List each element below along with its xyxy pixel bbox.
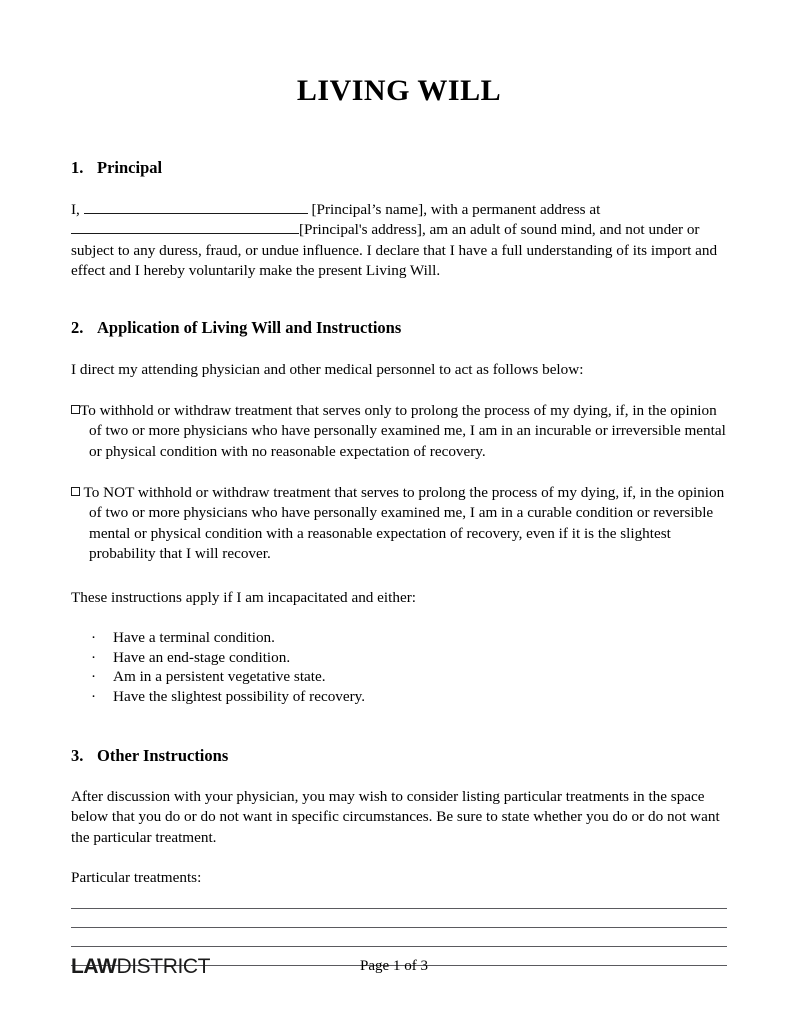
- conditions-list: [71, 628, 727, 707]
- application-intro: I direct my attending physician and other medical personnel to act as follows below:: [71, 360, 584, 378]
- section-title: Principal: [97, 158, 163, 177]
- checkbox-icon[interactable]: [71, 487, 80, 496]
- section-heading-other-instructions: [71, 746, 727, 766]
- page-footer: [71, 955, 727, 995]
- choice-option-withhold[interactable]: [71, 401, 727, 462]
- principal-address-label: [Principal's address], am an adult of sound mind, and not under or subject to any duress, fraud, or undue influence. I declare that I have a full understanding of its import and effect and I hereby voluntarily make the present Living Will.: [71, 221, 718, 280]
- section-heading-application: [71, 318, 727, 338]
- section-number: 1.: [71, 158, 84, 177]
- bullet-icon: ·: [91, 688, 97, 706]
- section-heading-principal: [71, 158, 727, 178]
- choice-label: To NOT withhold or withdraw treatment that serves to prolong the process of my dying, if, in the opinion of two or more physicians who have personally examined me, I am in a curable condition or reversible mental or physical condition with a reasonable expectation of recovery, even if it is the slightest probability that I will recover.: [83, 484, 725, 563]
- document-content: [71, 0, 727, 966]
- list-item: [71, 687, 727, 707]
- particular-treatments-label: Particular treatments:: [71, 868, 202, 886]
- page-number: Page 1 of 3: [360, 958, 428, 974]
- list-item: [71, 667, 727, 687]
- logo-light-text: DISTRICT: [116, 955, 211, 978]
- bullet-icon: ·: [91, 628, 97, 646]
- bullet-icon: ·: [91, 668, 97, 686]
- checkbox-icon[interactable]: [71, 405, 80, 414]
- choice-option-not-withhold[interactable]: [71, 483, 727, 564]
- section-title: Other Instructions: [97, 745, 229, 765]
- list-item: [71, 648, 727, 668]
- logo-bold-text: LAW: [71, 955, 117, 978]
- list-item-label: Have the slightest possibility of recovery.: [113, 688, 366, 706]
- bullet-icon: ·: [91, 648, 97, 666]
- principal-address-field[interactable]: [71, 220, 299, 234]
- list-item-label: Am in a persistent vegetative state.: [113, 668, 326, 686]
- section-title: Application of Living Will and Instructions: [97, 317, 402, 337]
- apply-conditions-intro: These instructions apply if I am incapacitated and either:: [71, 589, 416, 607]
- principal-name-field[interactable]: [84, 200, 308, 214]
- principal-name-label: [Principal’s name], with a permanent address at: [307, 201, 601, 219]
- section-number: 3.: [71, 745, 84, 765]
- list-item-label: Have a terminal condition.: [113, 628, 275, 646]
- list-item: [71, 628, 727, 648]
- list-item-label: Have an end-stage condition.: [113, 648, 291, 666]
- principal-paragraph: [71, 200, 727, 282]
- principal-lead-text: I,: [71, 201, 84, 219]
- other-instructions-paragraph: After discussion with your physician, you may wish to consider listing particular treatments in the space below that you do or do not want in specific circumstances. Be sure to state whether you do or do not want the particular treatment.: [71, 787, 720, 846]
- section-number: 2.: [71, 317, 84, 337]
- page-title: LIVING WILL: [296, 74, 502, 107]
- choice-label: To withhold or withdraw treatment that serves only to prolong the process of my dying, if, in the opinion of two or more physicians who have personally examined me, I am in an incurable or irreversible mental or physical condition with no reasonable expectation of recovery.: [80, 401, 726, 460]
